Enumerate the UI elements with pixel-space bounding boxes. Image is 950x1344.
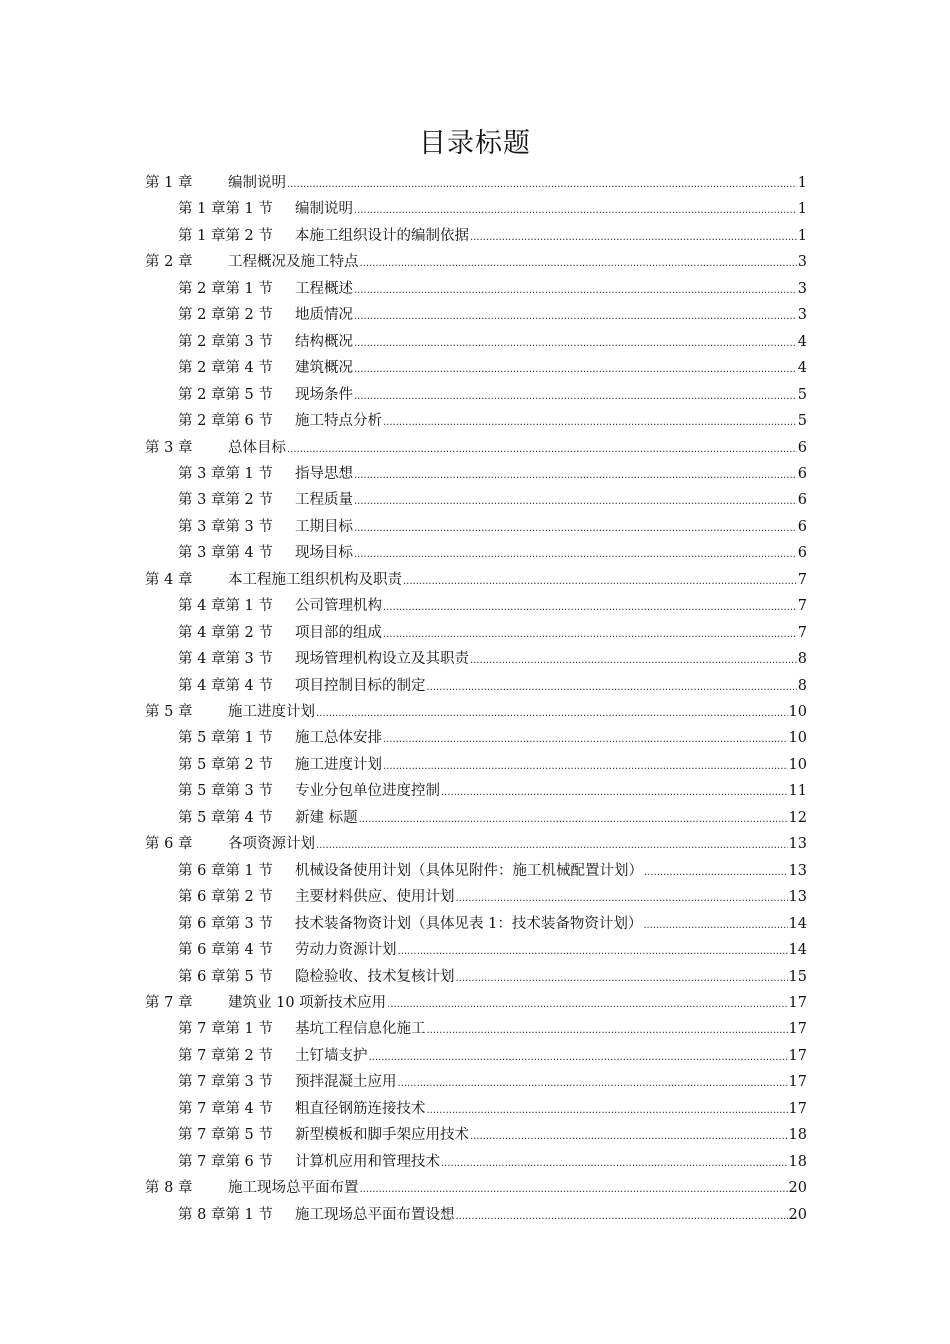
toc-entry-number: 第 1 章第 2 节 [178, 227, 273, 244]
toc-section-entry[interactable] [178, 1149, 807, 1175]
toc-dot-leader [470, 225, 797, 251]
toc-dot-leader [354, 278, 797, 304]
toc-section-entry[interactable] [178, 1122, 807, 1148]
toc-entry-title: 施工现场总平面布置 [228, 1180, 359, 1197]
toc-entry-title: 总体目标 [228, 439, 286, 456]
toc-entry-number: 第 4 章第 2 节 [178, 624, 273, 641]
toc-dot-leader [354, 384, 797, 410]
toc-section-entry[interactable] [178, 884, 807, 910]
toc-page-number: 17 [788, 1100, 807, 1117]
toc-entry-title: 新型模板和脚手架应用技术 [295, 1127, 469, 1144]
toc-page-number: 15 [788, 968, 807, 985]
toc-entry-number: 第 4 章第 4 节 [178, 677, 273, 694]
toc-entry-number: 第 6 章第 2 节 [178, 889, 273, 906]
toc-entry-title: 结构概况 [295, 333, 353, 350]
toc-entry-title: 现场条件 [295, 386, 353, 403]
toc-entry-number: 第 1 章第 1 节 [178, 201, 273, 218]
toc-dot-leader [354, 198, 797, 224]
toc-page-number: 8 [797, 677, 807, 694]
toc-entry-title: 粗直径钢筋连接技术 [295, 1100, 426, 1117]
toc-dot-leader [354, 542, 797, 568]
toc-entry-number: 第 2 章第 6 节 [178, 413, 273, 430]
toc-dot-leader [354, 331, 797, 357]
toc-entry-number: 第 7 章第 6 节 [178, 1153, 273, 1170]
toc-entry-number: 第 6 章第 3 节 [178, 915, 273, 932]
toc-dot-leader [427, 1018, 788, 1044]
toc-dot-leader [369, 1045, 788, 1071]
toc-entry-title: 编制说明 [228, 175, 286, 191]
toc-dot-leader [456, 966, 788, 992]
toc-entry-number: 第 5 章第 3 节 [178, 783, 273, 800]
toc-chapter-entry[interactable] [145, 170, 807, 196]
toc-dot-leader [316, 833, 788, 859]
toc-dot-leader [354, 463, 797, 489]
toc-entry-title: 工期目标 [295, 518, 353, 535]
toc-section-entry[interactable] [178, 911, 807, 937]
toc-section-entry[interactable] [178, 487, 807, 513]
toc-page-number: 6 [797, 439, 807, 456]
toc-page-number: 4 [797, 333, 807, 350]
toc-dot-leader [398, 1071, 788, 1097]
toc-section-entry[interactable] [178, 593, 807, 619]
toc-section-entry[interactable] [178, 646, 807, 672]
toc-entry-title: 工程概述 [295, 280, 353, 297]
toc-page-number: 10 [788, 730, 807, 747]
toc-entry-title: 项目部的组成 [295, 624, 382, 641]
toc-section-entry[interactable] [178, 937, 807, 963]
toc-entry-number: 第 2 章 [145, 254, 193, 271]
toc-page-number: 13 [788, 862, 807, 879]
toc-page-number: 17 [788, 1074, 807, 1091]
toc-page-number: 3 [797, 280, 807, 297]
toc-entry-number: 第 4 章第 1 节 [178, 598, 273, 615]
toc-page-number: 13 [788, 836, 807, 853]
toc-dot-leader [354, 489, 797, 515]
toc-entry-title: 本工程施工组织机构及职责 [228, 571, 402, 588]
toc-page-number: 17 [788, 1047, 807, 1064]
toc-section-entry[interactable] [178, 752, 807, 778]
toc-entry-number: 第 5 章第 2 节 [178, 756, 273, 773]
toc-entry-number: 第 2 章第 2 节 [178, 307, 273, 324]
toc-chapter-entry[interactable] [145, 435, 807, 461]
toc-page-number: 6 [797, 545, 807, 562]
toc-section-entry[interactable] [178, 355, 807, 381]
toc-dot-leader [316, 701, 788, 727]
toc-entry-number: 第 7 章 [145, 994, 193, 1011]
toc-section-entry[interactable] [178, 858, 807, 884]
toc-dot-leader [441, 1151, 788, 1177]
toc-entry-number: 第 3 章第 2 节 [178, 492, 273, 509]
toc-dot-leader [383, 727, 788, 753]
toc-section-entry[interactable] [178, 223, 807, 249]
toc-entry-number: 第 2 章第 3 节 [178, 333, 273, 350]
toc-chapter-entry[interactable] [145, 699, 807, 725]
toc-entry-number: 第 2 章第 1 节 [178, 280, 273, 297]
toc-page-number: 18 [788, 1127, 807, 1144]
toc-page-number: 3 [797, 254, 807, 271]
toc-entry-title: 工程质量 [295, 492, 353, 509]
toc-section-entry[interactable] [178, 673, 807, 699]
toc-entry-title: 建筑业 10 项新技术应用 [228, 994, 387, 1011]
toc-entry-title: 技术装备物资计划（具体见表 1：技术装备物资计划） [295, 915, 643, 932]
toc-page-number: 7 [797, 598, 807, 615]
toc-page-number: 17 [788, 994, 807, 1011]
toc-dot-leader [360, 251, 797, 277]
toc-chapter-entry[interactable] [145, 249, 807, 275]
toc-entry-title: 基坑工程信息化施工 [295, 1021, 426, 1038]
toc-page-number: 20 [788, 1180, 807, 1197]
toc-chapter-entry[interactable] [145, 1175, 807, 1201]
toc-dot-leader [383, 595, 797, 621]
toc-entry-number: 第 7 章第 3 节 [178, 1074, 273, 1091]
toc-dot-leader [387, 992, 787, 1018]
toc-dot-leader [359, 807, 788, 833]
toc-dot-leader [470, 1124, 788, 1150]
toc-entry-title: 建筑概况 [295, 360, 353, 377]
toc-page-number: 10 [788, 756, 807, 773]
toc-entry-number: 第 5 章第 4 节 [178, 809, 273, 826]
toc-entry-number: 第 7 章第 4 节 [178, 1100, 273, 1117]
toc-dot-leader [383, 410, 797, 436]
toc-dot-leader [383, 754, 788, 780]
toc-entry-number: 第 7 章第 1 节 [178, 1021, 273, 1038]
toc-section-entry[interactable] [178, 620, 807, 646]
toc-entry-title: 主要材料供应、使用计划 [295, 889, 455, 906]
toc-section-entry[interactable] [178, 778, 807, 804]
toc-chapter-entry[interactable] [145, 990, 807, 1016]
toc-entry-title: 隐检验收、技术复核计划 [295, 968, 455, 985]
toc-section-entry[interactable] [178, 1202, 807, 1228]
toc-page-number: 7 [797, 624, 807, 641]
toc-entry-number: 第 3 章 [145, 439, 193, 456]
toc-entry-number: 第 4 章第 3 节 [178, 651, 273, 668]
toc-page-number: 20 [788, 1206, 807, 1223]
toc-entry-title: 施工进度计划 [295, 756, 382, 773]
toc-dot-leader [427, 675, 797, 701]
toc-entry-number: 第 7 章第 2 节 [178, 1047, 273, 1064]
toc-dot-leader [354, 516, 797, 542]
toc-page-number: 17 [788, 1021, 807, 1038]
toc-entry-title: 工程概况及施工特点 [228, 254, 359, 271]
toc-entry-title: 指导思想 [295, 465, 353, 482]
toc-entry-title: 现场管理机构设立及其职责 [295, 651, 469, 668]
toc-entry-number: 第 1 章 [145, 175, 193, 191]
toc-section-entry[interactable] [178, 382, 807, 408]
toc-page-number: 14 [788, 942, 807, 959]
toc-page-number: 18 [788, 1153, 807, 1170]
toc-entry-title: 新建 标题 [295, 809, 358, 826]
toc-dot-leader [354, 304, 797, 330]
toc-section-entry[interactable] [178, 540, 807, 566]
toc-section-entry[interactable] [178, 1043, 807, 1069]
toc-entry-number: 第 6 章第 1 节 [178, 862, 273, 879]
toc-section-entry[interactable] [178, 302, 807, 328]
toc-page-number: 5 [797, 386, 807, 403]
toc-page-number: 5 [797, 413, 807, 430]
toc-dot-leader [456, 886, 788, 912]
toc-entry-title: 现场目标 [295, 545, 353, 562]
toc-entry-title: 施工特点分析 [295, 413, 382, 430]
toc-entry-title: 劳动力资源计划 [295, 942, 397, 959]
toc-dot-leader [643, 913, 787, 939]
toc-entry-title: 预拌混凝土应用 [295, 1074, 397, 1091]
toc-section-entry[interactable] [178, 1096, 807, 1122]
toc-page-number: 11 [788, 783, 807, 800]
toc-entry-number: 第 6 章第 5 节 [178, 968, 273, 985]
toc-entry-title: 专业分包单位进度控制 [295, 783, 440, 800]
toc-section-entry[interactable] [178, 329, 807, 355]
toc-section-entry[interactable] [178, 1069, 807, 1095]
toc-dot-leader [470, 648, 797, 674]
toc-dot-leader [383, 622, 797, 648]
toc-entry-number: 第 3 章第 3 节 [178, 518, 273, 535]
toc-entry-title: 机械设备使用计划（具体见附件：施工机械配置计划） [295, 862, 643, 879]
toc-entry-title: 计算机应用和管理技术 [295, 1153, 440, 1170]
toc-entry-number: 第 8 章 [145, 1180, 193, 1197]
toc-dot-leader [644, 860, 788, 886]
toc-entry-title: 项目控制目标的制定 [295, 677, 426, 694]
toc-dot-leader [398, 939, 788, 965]
toc-dot-leader [427, 1098, 788, 1124]
toc-section-entry[interactable] [178, 514, 807, 540]
toc-dot-leader [287, 437, 797, 463]
toc-page-number: 12 [788, 809, 807, 826]
toc-section-entry[interactable] [178, 964, 807, 990]
toc-section-entry[interactable] [178, 196, 807, 222]
toc-page-number: 10 [788, 704, 807, 720]
toc-title: 目录标题 [419, 128, 531, 159]
toc-page-number: 8 [797, 651, 807, 668]
toc-entry-number: 第 5 章 [145, 704, 193, 720]
toc-entry-title: 施工现场总平面布置设想 [295, 1206, 455, 1223]
toc-entry-title: 编制说明 [295, 201, 353, 218]
toc-page-number: 1 [797, 227, 807, 244]
toc-entry-number: 第 3 章第 1 节 [178, 465, 273, 482]
toc-page-number: 6 [797, 465, 807, 482]
toc-dot-leader [441, 780, 788, 806]
toc-page-number: 6 [797, 518, 807, 535]
toc-entry-title: 施工总体安排 [295, 730, 382, 747]
toc-entry-number: 第 2 章第 4 节 [178, 360, 273, 377]
toc-entry-number: 第 6 章 [145, 836, 193, 853]
toc-section-entry[interactable] [178, 1016, 807, 1042]
toc-entry-number: 第 8 章第 1 节 [178, 1206, 273, 1223]
toc-page-number: 4 [797, 360, 807, 377]
toc-page-number: 3 [797, 307, 807, 324]
toc-entry-number: 第 3 章第 4 节 [178, 545, 273, 562]
toc-dot-leader [360, 1177, 788, 1203]
toc-page-number: 1 [797, 201, 807, 218]
toc-entry-title: 各项资源计划 [228, 836, 315, 853]
toc-section-entry[interactable] [178, 276, 807, 302]
toc-section-entry[interactable] [178, 805, 807, 831]
toc-entry-number: 第 4 章 [145, 571, 193, 588]
toc-entry-number: 第 7 章第 5 节 [178, 1127, 273, 1144]
toc-section-entry[interactable] [178, 461, 807, 487]
toc-section-entry[interactable] [178, 408, 807, 434]
toc-entry-number: 第 5 章第 1 节 [178, 730, 273, 747]
toc-dot-leader [354, 357, 797, 383]
toc-entry-title: 公司管理机构 [295, 598, 382, 615]
toc-page-number: 14 [788, 915, 807, 932]
toc-chapter-entry[interactable] [145, 831, 807, 857]
toc-page-number: 13 [788, 889, 807, 906]
toc-entry-title: 地质情况 [295, 307, 353, 324]
toc-dot-leader [403, 569, 797, 595]
toc-entry-title: 土钉墙支护 [295, 1047, 368, 1064]
toc-dot-leader [287, 172, 797, 198]
toc-chapter-entry[interactable] [145, 567, 807, 593]
toc-page-number: 6 [797, 492, 807, 509]
toc-page-number: 1 [797, 175, 807, 191]
toc-entry-number: 第 2 章第 5 节 [178, 386, 273, 403]
toc-entry-number: 第 6 章第 4 节 [178, 942, 273, 959]
toc-page-number: 7 [797, 571, 807, 588]
toc-entry-title: 本施工组织设计的编制依据 [295, 227, 469, 244]
toc-dot-leader [456, 1204, 788, 1230]
toc-entry-title: 施工进度计划 [228, 704, 315, 720]
toc-section-entry[interactable] [178, 725, 807, 751]
